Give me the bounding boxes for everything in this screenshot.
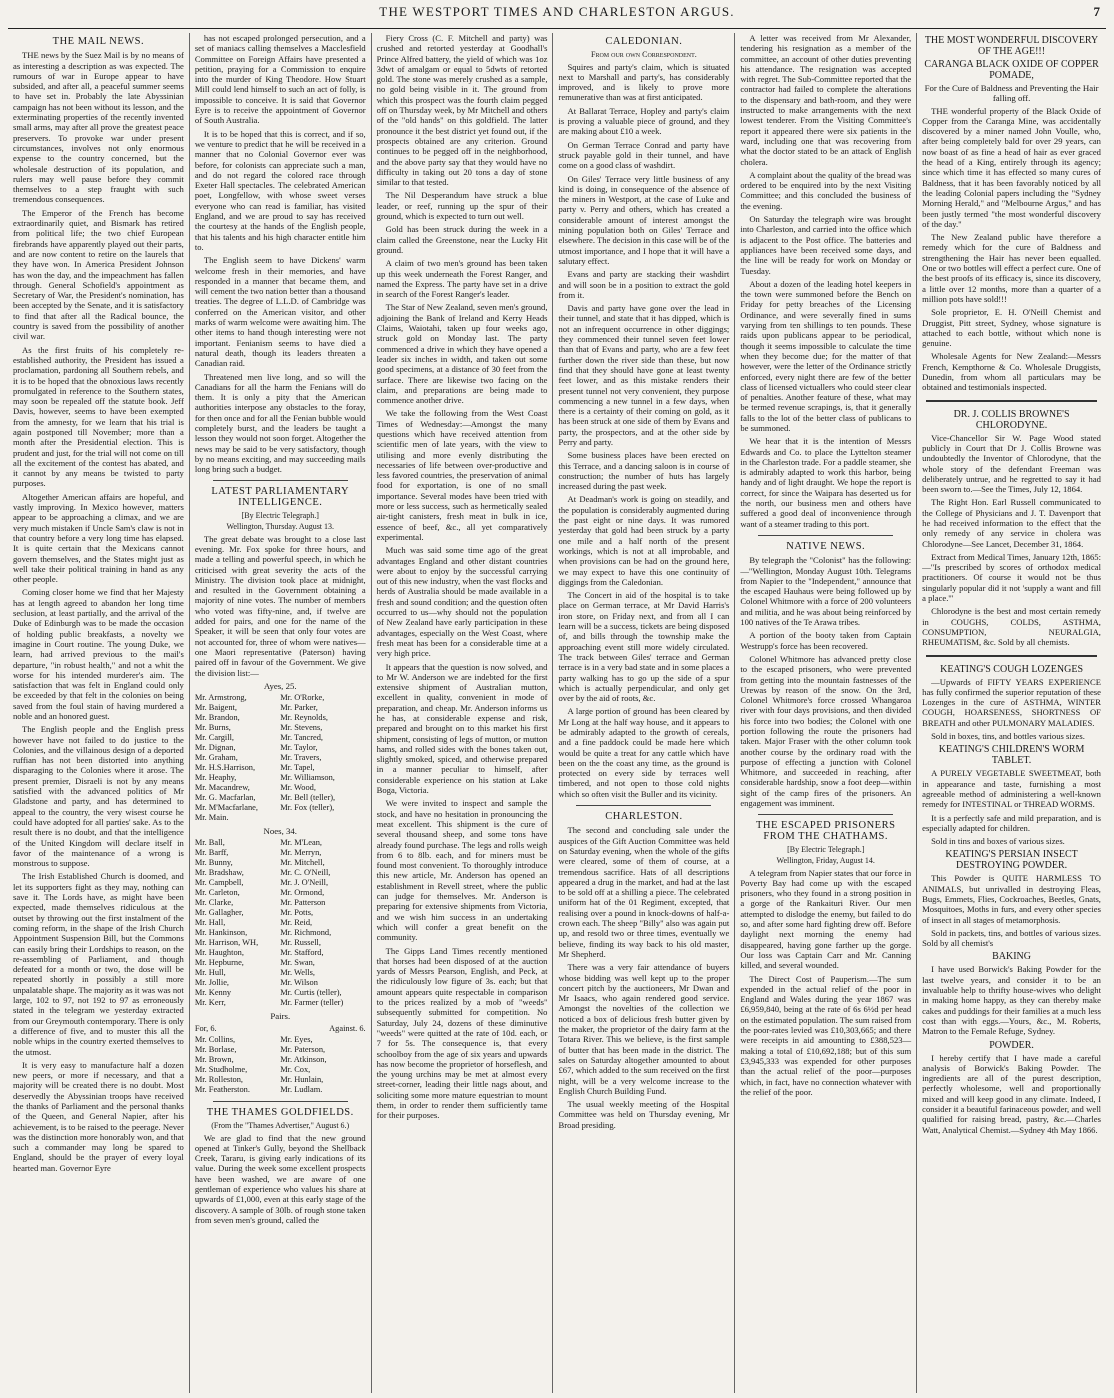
keating-ad-title: KEATING'S COUGH LOZENGES (940, 663, 1083, 675)
member-name: Mr. Main. (194, 813, 229, 823)
member-name: Mr. Hunlain, (280, 1075, 324, 1084)
paragraph: Squires and party's claim, which is situated next to Marshall and party's, has considerably improved, and is likely to prove more remunerative than was at first anticipated. (558, 61, 730, 103)
paragraph: About a dozen of the leading hotel keepers in the town were summoned before the Bench on Friday for petty breaches of the Licensing Ordinance, and were severally fined in sums varying from ten shillings to ten pounds. These raids upon publicans appear to be periodical, though it seems impossible to calculate the time when they become due; for the matter of that however, were the letter of the Ordinance strictly enforced, every night there are few of the better class of licensed victuallers who could steer clear of penalties. Another feature of these, what may be termed revenue scrapings, is, that it generally falls to the lot of the better class of publicans to be summoned. (740, 278, 912, 433)
member-name: Mr. Williamson, (280, 773, 335, 783)
column-4 (553, 33, 735, 1393)
column-3 (372, 33, 554, 1393)
noes-label: Noes, 34. (263, 826, 297, 837)
paragraph: A large portion of ground has been cleared by Mr Long at the half way house, and it appears to be admirably adapted to the growth of cereals, and a fine paddock could be made here which would be quite a treat for any cattle which have been on the the coast any time, as the ground is protected on every side by terraces well timbered, and not open to those cold nights which so often visit the Buller and its vicinity. (558, 706, 730, 799)
paragraph: The second and concluding sale under the auspices of the Gift Auction Committee was held on Saturday evening, when the whole of the gifts were cleared, some of them of course, at a tremendous sacrifice. Hats of all descriptions appeared a drug in the market, and had at the last to be sold off at a shilling a piece. The celebrated uniform hat of the 01 Regiment, excepted, that realising over a pound in knock-downs of half-a-crown each. The sheep "Billy" also was again put up, and resold two or three times, eventually we believe, finding its way back to his old master, Mr Shepherd. (558, 825, 730, 959)
member-name: Mr. Atkinson, (280, 1055, 327, 1064)
member-name: Mr. Paterson, (280, 1045, 326, 1054)
paragraph: It is very easy to manufacture half a dozen new peers, or more if necessary, and that a majority will be created there is no doubt. Most deservedly the Abyssinian troops have received the thanks of Parliament and the personal thanks of the Queen, and General Napier, after his achievement, is to be raised to the peerage. Never was the distinction more honorably won, and that such a commander may long be spared to England, should be the prayer of every loyal hearted man. Governor Eyre (13, 1059, 184, 1173)
paragraph: We were invited to inspect and sample the stock, and have no hesitation in pronouncing the meat excellent. This shipment is the cure of several thousand sheep, and some tons have already found purchase. The legs and rolls weigh from 6 to 8lb. each, and for miners must be found most convenient. To thoroughly introduce this new article, Mr. Anderson has opened an establishment in Revell street, where the public can judge for themselves. Mr. Anderson is preparing for extensive shipments from Victoria, and we wish him success in an undertaking which will confer a great benefit on the community. (376, 798, 548, 943)
member-name: Mr. Bradshaw, (194, 868, 244, 878)
pairs-against: Against. 6. (329, 1023, 366, 1033)
member-name: Mr. J. O'Neill, (280, 878, 329, 888)
caranga-ad-subtitle: CARANGA BLACK OXIDE OF COPPER POMADE, (924, 59, 1099, 81)
escaped-source: [By Electric Telegraph.] (787, 844, 865, 854)
paragraph: The Nil Desperandum have struck a blue leader, or reef, running up the spur of their ground, which is expected to turn out well. (376, 190, 548, 222)
masthead (8, 4, 1106, 29)
column-2 (190, 33, 372, 1393)
parliamentary-title: LATEST PARLIAMENTARY INTELLIGENCE. (211, 486, 350, 508)
member-name: Mr. C. O'Neill, (280, 868, 331, 878)
caranga-ad-body: THE wonderful property of the Black Oxide of Copper from the Caranga Mine, was accidentally discovered by a miner named John Voulle, who, after being completely bald for over 29 years, can now boast of as fine a head of hair as ever graced the head of a King, entirely through its agency; since which time it has effected so many cures of Baldness, that it has been favorably noticed by all the leading Colonial papers including the "Sydney Morning Herald," and "Melbourne Argus," and has been justly termed "the most wonderful discovery of the day." (922, 105, 1101, 229)
thames-source: (From the "Thames Advertiser," August 6.) (211, 1121, 350, 1131)
paragraph: Coming closer home we find that her Majesty has at length agreed to abandon her long time seclusion, at least partially, and the arrival of the Duke of Edinburgh was to be made the occasion of holding public breakfasts, a novelty we imagine in Court routine. The young Duke, we learn, had arrived previous to the mail's departure, "in robust health," and not a whit the worse for his intended murderer's aim. The satisfaction that was felt in England could only be exceeded by that felt in the colonies on being saved from the foul stain of having murdered a noble and an honored guest. (13, 587, 184, 721)
paragraph: The Irish Established Church is doomed, and let its supporters fight as they may, nothing can save it. The Lords have, as might have been expected, made themselves ridiculous at the outset by throwing out the first instalment of the coming reform, in the shape of the Irish Church Appointment Suspension Bill, but the Commons can easily bring their Lordships to reason, on the re-assembling of Parliament, and though defeated for a month or two, the dose will be repeated shortly in possibly a still more unpalatable shape. The majority as it was was not large, 102 to 97, not 192 to 97 as erroneously stated in the telegram we yesterday extracted from our Greymouth contemporary. There is only a difference of five, and to muster this all the noble whips in the country exerted themselves to the utmost. (13, 871, 184, 1057)
pairs-for: For, 6. (194, 1023, 217, 1033)
member-name: Mr. Farmer (teller) (280, 998, 344, 1008)
paragraph: The usual weekly meeting of the Hospital Committee was held on Thursday evening, Mr Broad presiding. (558, 1099, 730, 1130)
member-name: Mr. Graham, (194, 753, 238, 763)
paragraph: It is to be hoped that this is correct, and if so, we venture to predict that he will be received in a manner that no Colonial Governor ever was before, for colonists can appreciate such a man, and do not regard the colored race through Exeter Hall spectacles. The celebrated American poet, Longfellow, with whose sweet verses everyone who can read is familiar, has visited England, and we are proud to say has received the courtesy at the hands of the English people, that his talents and his high character entitle him to. (194, 128, 366, 252)
powder-ad-body: This Powder is QUITE HARMLESS TO ANIMALS, but unrivalled in destroying Fleas, Bugs, Emmets, Flies, Cockroaches, Beetles, Gnats, Mosquitoes, Moths in furs, and every other species of insect in all stages of metamorphosis. (922, 873, 1101, 925)
member-name: Mr. Bunny, (194, 858, 233, 868)
member-name: Mr. Burns, (194, 723, 231, 733)
thames-title: THE THAMES GOLDFIELDS. (206, 1107, 354, 1118)
column-5 (735, 33, 917, 1393)
parliamentary-source: [By Electric Telegraph.] (241, 511, 319, 521)
paragraph: On German Terrace Conrad and party have struck payable gold in their tunnel, and have come on a good class of washdirt. (558, 139, 730, 171)
keating-ad-body: —Upwards of FIFTY YEARS EXPERIENCE has fully confirmed the superior reputation of these Lozenges in the cure of ASTHMA, WINTER COUGH, HOARSENESS, SHORTNESS OF BREATH and other PULMONARY MALADIES. (922, 676, 1101, 728)
member-name: Mr. Baigent, (194, 703, 237, 713)
paragraph: The Direct Cost of Pauperism.—The sum expended in the actual relief of the poor in England and Wales during the year 1867 was £6,959,840, being at the rate of 6s 6½d per head on the estimated population. The sum raised from the poor-rates levied was £10,303,665; and there were receipts in aid amounting to £388,523—making a total of £10,692,188; but of this sum £3,945,333 was expended for other purposes than the actual relief of the poor—purposes which, in fact, have no connection whatever with the relief of the poor. (740, 973, 912, 1097)
member-name: Mr. Ludlam. (280, 1085, 323, 1094)
member-name: Mr. Parker, (280, 703, 318, 713)
member-name: Mr. Mitchell, (280, 858, 325, 868)
column-1 (8, 33, 190, 1393)
member-name: Mr. Kerr, (194, 998, 226, 1008)
member-name: Mr. Macandrew, (194, 783, 250, 793)
collis-ad-body-4: Chlorodyne is the best and most certain remedy in COUGHS, COLDS, ASTHMA, CONSUMPTION, NEURALGIA, RHEUMATISM, &c. Sold by all chemists. (922, 606, 1101, 648)
member-name: Mr. Fox (teller), (280, 803, 335, 813)
member-name: Mr. Wells, (280, 968, 315, 978)
member-name: Mr. Travers, (280, 753, 322, 763)
member-name: Mr. Patterson (280, 898, 326, 908)
member-name: Mr. Jollie, (194, 978, 230, 988)
member-name: Mr. Curtis (teller), (280, 988, 342, 998)
member-name: Mr. Barff, (194, 848, 229, 858)
paragraph: We are glad to find that the new ground opened at Tinker's Gully, beyond the Shellback Creek, Tararu, is giving early indications of its value. During the week some excellent prospects have been washed, we are aware of one gentleman of experience who values his share at upwards of £1,000, even at this early stage of the discovery. A sample of 30lb. of rough stone taken from seven men's ground, called the (194, 1132, 366, 1225)
paragraph: The Concert in aid of the hospital is to take place on German terrace, at Mr David Harris's iron store, on Friday next, and from all I can learn will be a success, tickets are being disposed of, and bills through the township make the approaching event still more widely circulated. The track between Giles' terrace and German terrace is in a very bad state and in some places a party walking has to go up the side of a spur which is actually perpendicular, and only get over by the aid of roots, &c. (558, 590, 730, 704)
column-6-advertisements (917, 33, 1106, 1393)
divider (758, 814, 893, 815)
divider (576, 805, 711, 806)
paragraph: It appears that the question is now solved, and to Mr W. Anderson we are indebted for the first extensive shipment of Australian mutton, excellent in quality, convenient in mode of preparation, and cheap. Mr. Anderson informs us he has, at considerable expense and risk, prepared and brought on to this market his first shipment, consisting of legs of mutton, or mutton hams, and rolled sides with the bones taken out, slightly smoked, spiced, and otherwise prepared in a manner peculiar to himself, after considerable experience on his station at Lake Boga, Victoria. (376, 661, 548, 796)
member-name: Mr. Collins, (194, 1035, 236, 1044)
parliamentary-dateline: Wellington, Thursday. August 13. (226, 522, 335, 532)
member-name: Mr. Rolleston, (194, 1075, 243, 1084)
divider (213, 480, 348, 481)
member-name: Mr. Dignan, (194, 743, 236, 753)
paragraph: At Deadman's work is going on steadily, and the population is considerably augmented during the past eight or nine days. It was rumored yesterday that gold had been struck by a party one mile and a half north of the present workings, which is not at all improbable, and when provisions can be had on the ground here, we may expect to have this one continuity of diggings from the Caledonian. (558, 494, 730, 587)
member-name: Mr. Tapel, (280, 763, 315, 773)
paragraph: The great debate was brought to a close last evening. Mr. Fox spoke for three hours, and made a telling and powerful speech, in which he criticised with great severity the acts of the Ministry. The division took place at midnight, and resulted in the Government obtaining a majority of nine votes. The number of members who voted was fifty-nine, and, if twelve are added for pairs, and one for the name of the Speaker, it will be seen that only four votes are not accounted for, three of whom were natives—one Maori representative (Paterson) having paired off in favour of the Government. We give the division list:— (194, 533, 366, 678)
member-name: Mr. Stafford, (280, 948, 324, 958)
member-name: Mr. Studholme, (194, 1065, 248, 1074)
powder-ad-title: KEATING'S PERSIAN INSECT DESTROYING POWDER. (945, 849, 1078, 872)
member-name: Mr. Ball, (194, 838, 225, 848)
member-name: Mr. Russell, (280, 938, 321, 948)
paragraph: On Saturday the telegraph wire was brought into Charleston, and carried into the office which is adjacent to the Post office. The batteries and appliances have been received some days, and the line will be ready for work on Monday or Tuesday. (740, 214, 912, 276)
caledonian-source: From our own Correspondent. (591, 50, 697, 60)
member-name: Mr. Richmond, (280, 928, 332, 938)
mail-news-title: THE MAIL NEWS. (52, 36, 145, 47)
member-name: Mr. Potts, (280, 908, 314, 918)
paragraph: We hear that it is the intention of Messrs Edwards and Co. to place the Lyttelton steamer in the Charleston trade. For a paddle steamer, she is admirably adapted to work this harbor, being handy and of light draught. We hope the report is correct, for since the Waipara has deserted us for the north, our business men and others have suffered a good deal of inconvenience through want of a steamer trading to this port. (740, 436, 912, 529)
columns (8, 33, 1106, 1393)
collis-ad-title: DR. J. COLLIS BROWNE'S CHLORODYNE. (953, 408, 1070, 431)
paragraph: The English seem to have Dickens' warm welcome fresh in their memories, and have responded in a manner that became them, and will cement the two nation better than a thousand treaties. The degree of L.L.D. of Cambridge was conferred on the American visitor, and other marks of warm welcome were awaiting him. The other items to hand though interesting were not important. Fenianism seems to have died a natural death, though its leaders threaten a Canadian raid. (194, 255, 366, 369)
paragraph: THE news by the Suez Mail is by no means of as interesting a description as was expected. The rumours of war in Europe appear to have subsided, and after all, a peaceful summer seems to have set in. Probably the late Abyssinian campaign has not been without its lesson, and the exterminating properties of the recently invented small arms, may after all prove the greatest peace preservers. To provoke war under present circumstances, involves not only enormous expense to the country concerned, but the wholesale destruction of its population, and rulers may well pause before they commit themselves to a step fraught with such tremendous consequences. (13, 50, 184, 205)
escaped-dateline: Wellington, Friday, August 14. (776, 856, 875, 866)
member-name: Mr. Tancred, (280, 733, 323, 743)
member-name: Mr. Ormond, (280, 888, 325, 898)
paragraph: The Emperor of the French has become extraordinarily quiet, and Bismark has retired from political life; the two chief European firebrands have apparently played out their parts, and are now content to retire on the laurels that they have won. In America President Johnson has won the day, and the impeachment has fallen through. General Schofield's appointment as Secretary of War, the President's nomination, has been accepted by the Senate, and it is satisfactory to find that after all the Radical bounce, the country is saved from the possibility of another civil war. (13, 207, 184, 342)
native-news-title: NATIVE NEWS. (786, 540, 866, 552)
member-name: Mr. Brandon, (194, 713, 240, 723)
pairs-label: Pairs. (270, 1011, 291, 1022)
worm-ad-title: KEATING'S CHILDREN'S WORM TABLET. (938, 744, 1085, 767)
paragraph: A telegram from Napier states that our force in Poverty Bay had come up with the escaped prisoners, who they found in a strong position in a gorge of the Rankaituri River. Our men attempted to dislodge the enemy, but failed to do so, and after some hard fighting drew off. Before daylight next morning the enemy had disappeared, having gone farther up the gorge. Our loss was Captain Carr and Mr. Canning killed, and several wounded. (740, 867, 912, 971)
paragraph: There was a very fair attendance of buyers whose bidding was well kept up to the proper concert pitch by the auctioneers, Mr Dwan and Mr Isaacs, who again rendered good service. Amongst the novelties of the collection we noticed a box of delicious fresh butter given by the maker, the proprietor of the dairy farm at the Totara River. This we believe, is the first sample of butter that has been made in the district. The sales on Saturday altogether amounted to about £67, which added to the sum received on the first night, will be a very welcome increase to the English Church Building Fund. (558, 962, 730, 1096)
baking-ad-body: I have used Borwick's Baking Powder for the last twelve years, and consider it to be an invaluable help to thrifty house-wives who delight in making home happy, as they can thereby make cakes and puddings for their families at a much less cost than with eggs.—Yours, &c., M. Roberts, Matron to the Female Refuge, Sydney. (922, 964, 1101, 1037)
caranga-ad-agents: Wholesale Agents for New Zealand:—Messrs French, Kempthorne & Co. Wholesale Druggists, Dunedin, from whom all particulars may be obtained and testimonials inspected. (922, 351, 1101, 393)
member-name: Mr. Eyes, (280, 1035, 313, 1044)
member-name: Mr. M'Lean, (280, 838, 322, 848)
divider (926, 655, 1097, 657)
member-name: Mr. Harrison, WH, (194, 938, 259, 948)
charleston-title: CHARLESTON. (605, 811, 683, 823)
paragraph: Evans and party are stacking their washdirt and will soon be in a position to extract the gold from it. (558, 269, 730, 300)
member-name: Mr. Reid, (280, 918, 313, 928)
ayes-list (195, 693, 366, 823)
page-number: 7 (1093, 4, 1100, 19)
paragraph: A letter was received from Mr Alexander, tendering his resignation as a member of the committee, an account of other duties preventing his attendance. The resignation was accepted with regret. The Sub-Committee reported that the contractor had failed to complete the alterations to the dispensary and bath-room, and they were instructed to make arrangements with the next lowest tenderer. From the Visiting Committee's report it appeared there were six patients in the ward, including one that was recovering from what the doctor stated to be an attack of English cholera. (740, 33, 912, 167)
paragraph: A claim of two men's ground has been taken up this week underneath the Forest Ranger, and named the Express. The party have set in a drive in search of the Forest Ranger's leader. (376, 258, 548, 300)
paragraph: We take the following from the West Coast Times of Wednesday:—Amongst the many questions which have received attention from scientific men of late years, with the view to utilising and more evenly distributing the necessaries of life between over-productive and less favored countries, the preservation of animal food for exportation, is one of no small importance. Several modes have been tried with more or less success, such as hermetically sealed air-tight canisters, fresh meat in bulk in ice, essence of beef, &c., all yet comparatively experimental. (376, 408, 548, 542)
divider (926, 400, 1097, 402)
paragraph: has not escaped prolonged persecution, and a set of maniacs calling themselves a Macclesfield Committee on Foreign Affairs have presented a petition, praying for a Commission to enquire into the murder of King Theodore. How Stuart Mill could lend himself to such an act of folly, is impossible to conceive. It is said that Governor Eyre is to receive the appointment of Governor of South Australia. (194, 33, 366, 126)
member-name: Mr. Clarke, (194, 898, 234, 908)
member-name: Mr. Haughton, (194, 948, 244, 958)
paragraph: A portion of the booty taken from Captain Westrupp's force has been recovered. (740, 630, 912, 651)
paragraph: Gold has been struck during the week in a claim called the Greenstone, near the Lucky Hit ground. (376, 224, 548, 255)
member-name: Mr. H.S.Harrison, (194, 763, 256, 773)
paragraph: The Star of New Zealand, seven men's ground, adjoining the Bank of Ireland and Kerry Heads Claims, Waiotahi, taken up four weeks ago, struck gold on Monday last. The party commenced a drive in which they have opened a leader six inches in width, and taken out some good specimens, at a distance of 30 feet from the surface. There are likewise two facing on the claim, and preparations are being made to commence another drive. (376, 302, 548, 406)
member-name: Mr. Carleton, (194, 888, 240, 898)
member-name: Mr. Borlase, (194, 1045, 237, 1054)
member-name: Mr. Kenny (194, 988, 232, 998)
paragraph: A complaint about the quality of the bread was ordered to be enquired into by the next Visiting Committee; and this concluded the business of the evening. (740, 169, 912, 211)
member-name: Mr. Heaphy, (194, 773, 237, 783)
masthead-title: THE WESTPORT TIMES AND CHARLESTON ARGUS. (379, 4, 735, 19)
member-name: Mr. Cargill, (194, 733, 234, 743)
member-name: Mr. Campbell, (194, 878, 244, 888)
powder-ad-sold: Sold in packets, tins, and bottles of various sizes. Sold by all chemist's (922, 927, 1101, 949)
member-name: Mr. Brown, (194, 1055, 234, 1064)
member-name: Mr. Hall, (194, 918, 226, 928)
member-name: Mr. Wilson (280, 978, 318, 988)
divider (758, 535, 893, 536)
caranga-ad-body-2: The New Zealand public have therefore a remedy which for the cure of Baldness and strengthening the Hair has never been equalled. One or two bottles will effect a perfect cure. One of the best proofs of its efficacy is, since its discovery, a little over 12 months, more than a quarter of a million pots have sold!!! (922, 232, 1101, 304)
noes-list (195, 838, 366, 1008)
caranga-ad-for: For the Cure of Baldness and Preventing the Hair falling off. (924, 83, 1099, 104)
paragraph: On Giles' Terrace very little business of any kind is doing, in consequence of the absence of the miners in Westport, at the case of Luke and party v. Perry and others, which has created a considerable amount of interest amongst the mining population both on Giles' Terrace and elsewhere. The decision in this case will be of the utmost importance, and I hope that it will have a salutary effect. (558, 173, 730, 266)
member-name: Mr. Cox, (280, 1065, 311, 1074)
worm-ad-body-2: It is a perfectly safe and mild preparation, and is especially adapted for children. (922, 812, 1101, 833)
member-name: Mr. M'Macfarlane, (194, 803, 258, 813)
worm-ad-sold: Sold in tins and boxes of various sizes. (931, 836, 1065, 847)
member-name: Mr. O'Rorke, (280, 693, 325, 703)
caranga-ad-title: THE MOST WONDERFUL DISCOVERY OF THE AGE!!! (924, 35, 1099, 57)
collis-ad-body-3: Extract from Medical Times, January 12th, 1865:—"Is prescribed by scores of orthodox medical practitioners. Of course it would not be thus singularly popular did it not 'supply a want and fill a place.'" (922, 551, 1101, 604)
member-name: Mr. Taylor, (280, 743, 318, 753)
member-name: Mr. Bell (teller), (280, 793, 336, 803)
paragraph: As the first fruits of his completely re-established authority, the President has issued a proclamation, pardoning all Southern rebels, and it is to be hoped that the obnoxious laws recently promulgated in reference to the Southern states, may soon be repealed off the statute book. Jeff Davis, however, seems to have been exempted from the amnesty, for we learn that his trial is again postponed till November; more than a month after the Presidential election. This is prudent and just, for the trial will not come on till all the excitement of the contest has abated, and it cannot by any means be twisted to party purposes. (13, 344, 184, 489)
member-name: Mr. Hepburne, (194, 958, 244, 968)
pairs-header (195, 1024, 366, 1034)
paragraph: By telegraph the "Colonist" has the following:—"Wellington, Monday August 10th. Telegrams from Napier to the "Independent," announce that the escaped Hauhaus were being followed up by Colonel Whitmore with a force of 200 volunteers and militia, and he was about being reinforced by 100 natives of the Te Arawa tribes. (740, 555, 912, 628)
member-name: Mr. G. Macfarlan, (194, 793, 256, 803)
caledonian-title: CALEDONIAN. (605, 36, 683, 47)
member-name: Mr. Hankinson, (194, 928, 248, 938)
paragraph: At Ballarat Terrace, Hopley and party's claim is proving a valuable piece of ground, and they are making about £10 a week. (558, 105, 730, 137)
caranga-ad-proprietor: Sole proprietor, E. H. O'Neill Chemist and Druggist, Pitt street, Sydney, whose signature is attached to each bottle, without which none is genuine. (922, 307, 1101, 349)
member-name: Mr. Swan, (280, 958, 315, 968)
paragraph: Much was said some time ago of the great advantages England and other distant countries were about to enjoy by the successful carrying out of this new industry, when the vast flocks and herds of Australia should be made available in a fresh and sound condition; and the question often occurred to us—why should not the population of New Zealand have early participation in these advantages, especially on the West Coast, where fresh meat has been for a considerable time at a very high price. (376, 545, 548, 659)
member-name: Mr. Reynolds, (280, 713, 328, 723)
ayes-label: Ayes, 25. (263, 680, 297, 691)
worm-ad-body: A PURELY VEGETABLE SWEETMEAT, both in appearance and taste, furnishing a most agreeable method of administering a well-known remedy for INTESTINAL or THREAD WORMS. (922, 768, 1101, 810)
member-name: Mr. Merryn, (280, 848, 322, 858)
collis-ad-body: Vice-Chancellor Sir W. Page Wood stated publicly in Court that Dr J. Collis Browne was undoubtedly the Inventor of Chlorodyne, that the whole story of the defendant Freeman was deliberately untrue, and he regretted to say it had been sworn to.—See the Times, July 12, 1864. (922, 432, 1101, 495)
paragraph: Altogether American affairs are hopeful, and vastly improving. In Mexico however, matters appear to be approaching a climax, and we are very much mistaken if Uncle Sam's claw is not in that country before a very long time has elapsed. It is quite certain that the Mexicans cannot govern themselves, and the States might just as well take their political training in hand as any other people. (13, 491, 184, 585)
paragraph: Davis and party have gone over the lead in their tunnel, and state that it has dipped, which is not an infrequent occurrence in other diggings; they commenced their tunnel seven feet lower than that of Evans and party, who are a few feet further down the river side than these, but now find that they should have gone at least twenty feet lower, and as this mistake renders their present tunnel not very convenient, they purpose commencing a new tunnel in a few days, when there is a certainty of their coming on gold, as it has been struck at one side of them by Evans and party, the prospectors, and at the other side by Perry and party. (558, 303, 730, 447)
member-name: Mr. Armstrong, (194, 693, 247, 703)
baking-ad-title: BAKING (992, 951, 1031, 963)
paragraph: Fiery Cross (C. F. Mitchell and party) was crushed and retorted yesterday at Goodhall's Prince Alfred battery, the yield of which was 1oz 3dwt of amalgam or equal to 5dwts of retorted gold. The stone was merely crushed as a sample, no gold being visible in it. The ground from which this prospect was the fourth claim pegged off on Thursday week, by Mr Mitchell and others of the "old hands" on this goldfield. The latter pronounce it the best district yet found out, if the prospects obtained are any criterion. Ground continues to be pegged off in the neighborhood, and the above party say that they would have no difficulty in taking out 20 tons a day of stone similar to that tested. (376, 33, 548, 188)
member-name: Mr. Hull, (194, 968, 226, 978)
paragraph: Some business places have been erected on this Terrace, and a dancing saloon is in course of construction; the number of huts has largely increased during the past week. (558, 450, 730, 492)
member-name: Mr. Gallagher, (194, 908, 244, 918)
member-name: Mr. Stevens, (280, 723, 323, 733)
keating-ad-sold: Sold in boxes, tins, and bottles various sizes. (931, 731, 1085, 742)
member-name: Mr. Wood, (280, 783, 316, 793)
collis-ad-body-2: The Right Hon. Earl Russell communicated to the College of Physicians and J. T. Davenport that he had received information to the effect that the only remedy of any service in cholera was Chlorodyne—See Lancet, December 31, 1864. (922, 497, 1101, 549)
pairs-list (195, 1035, 366, 1095)
member-name: Mr. Featherston. (194, 1085, 250, 1094)
paragraph: The Gipps Land Times recently mentioned that horses had been disposed of at the auction yards of Messrs Pearson, English, and Peck, at the ridiculously low figure of 3s. each; but that amount appears quite respectable in comparison to the prices realized by a mob of "weeds" subsequently submitted for competition. No Saturday, July 24, dozens of these diminutive "weeds" were quitted at the rate of 10d. each, or 7 for 5s. The consequence is, that every schoolboy from the age of six years and upwards has now become the proprietor of horseflesh, and the young urchins may be met at almost every street-corner, leading their little nags about, and soliciting some more mature equestrian to mount them, in order to render them sufficiently tame for their purposes. (376, 945, 548, 1121)
escaped-title: THE ESCAPED PRISONERS FROM THE CHATHAMS. (756, 820, 896, 842)
powder2-ad-title: POWDER. (989, 1039, 1034, 1051)
paragraph: Colonel Whitmore has advanced pretty close to the escaped prisoners, who were prevented from getting into the mountain fastnesses of the Urewas by reason of the snow. On the 3rd, Colonel Whitmore's force crossed Whangaroa river with four days provisions, and then divided his force into two bodies; the Colonel with one portion following the route the prisoners had taken. Major Fraser with the other column took another course by the ordinary road with the purpose of effecting a junction with Colonel Whitmore, and succeeded in reaching, after considerable hardship, snow a foot deep—within sight of the camp fires of the prisoners. An engagement was imminent. (740, 653, 912, 809)
divider (213, 1101, 348, 1102)
powder2-ad-body: I hereby certify that I have made a careful analysis of Borwick's Baking Powder. The ingredients are all of the purest description, perfectly wholesome, well and proportionally mixed and will keep good in any climate. Indeed, I consider it a beautiful farinaceous powder, and well qualified for raising bread, pastry, &c.—Charles Watt, Analytical Chemist.—Sydney 4th May 1866. (922, 1052, 1101, 1135)
paragraph: The English people and the English press however have not failed to do justice to the Colonies, and the villainous design of a deported ruffian has not been distorted into anything disparaging to the Colonies where it arose. The present premier, Disraeli is not by any means satisfied with the advanced politics of Mr Gladstone and party, and has determined to appeal to the country, the very wisest course he could have adopted for all parties' sake. As to the result there is no doubt, and that the intelligence of the United Kingdom will declare itself in favor of the maintenance of a wrong is monstrous to suppose. (13, 724, 184, 869)
paragraph: Threatened men live long, and so will the Canadians for all the harm the Fenians will do them. It is only a pity that the American authorities interpose any obstacles to the foray, for then once and for all the Fenian bubble would completely burst, and the leaders be taught a lesson they would not soon forget. Altogether the news may be said to be very satisfactory, though by no means exciting, and may succeeding mails long bring such a budget. (194, 371, 366, 475)
